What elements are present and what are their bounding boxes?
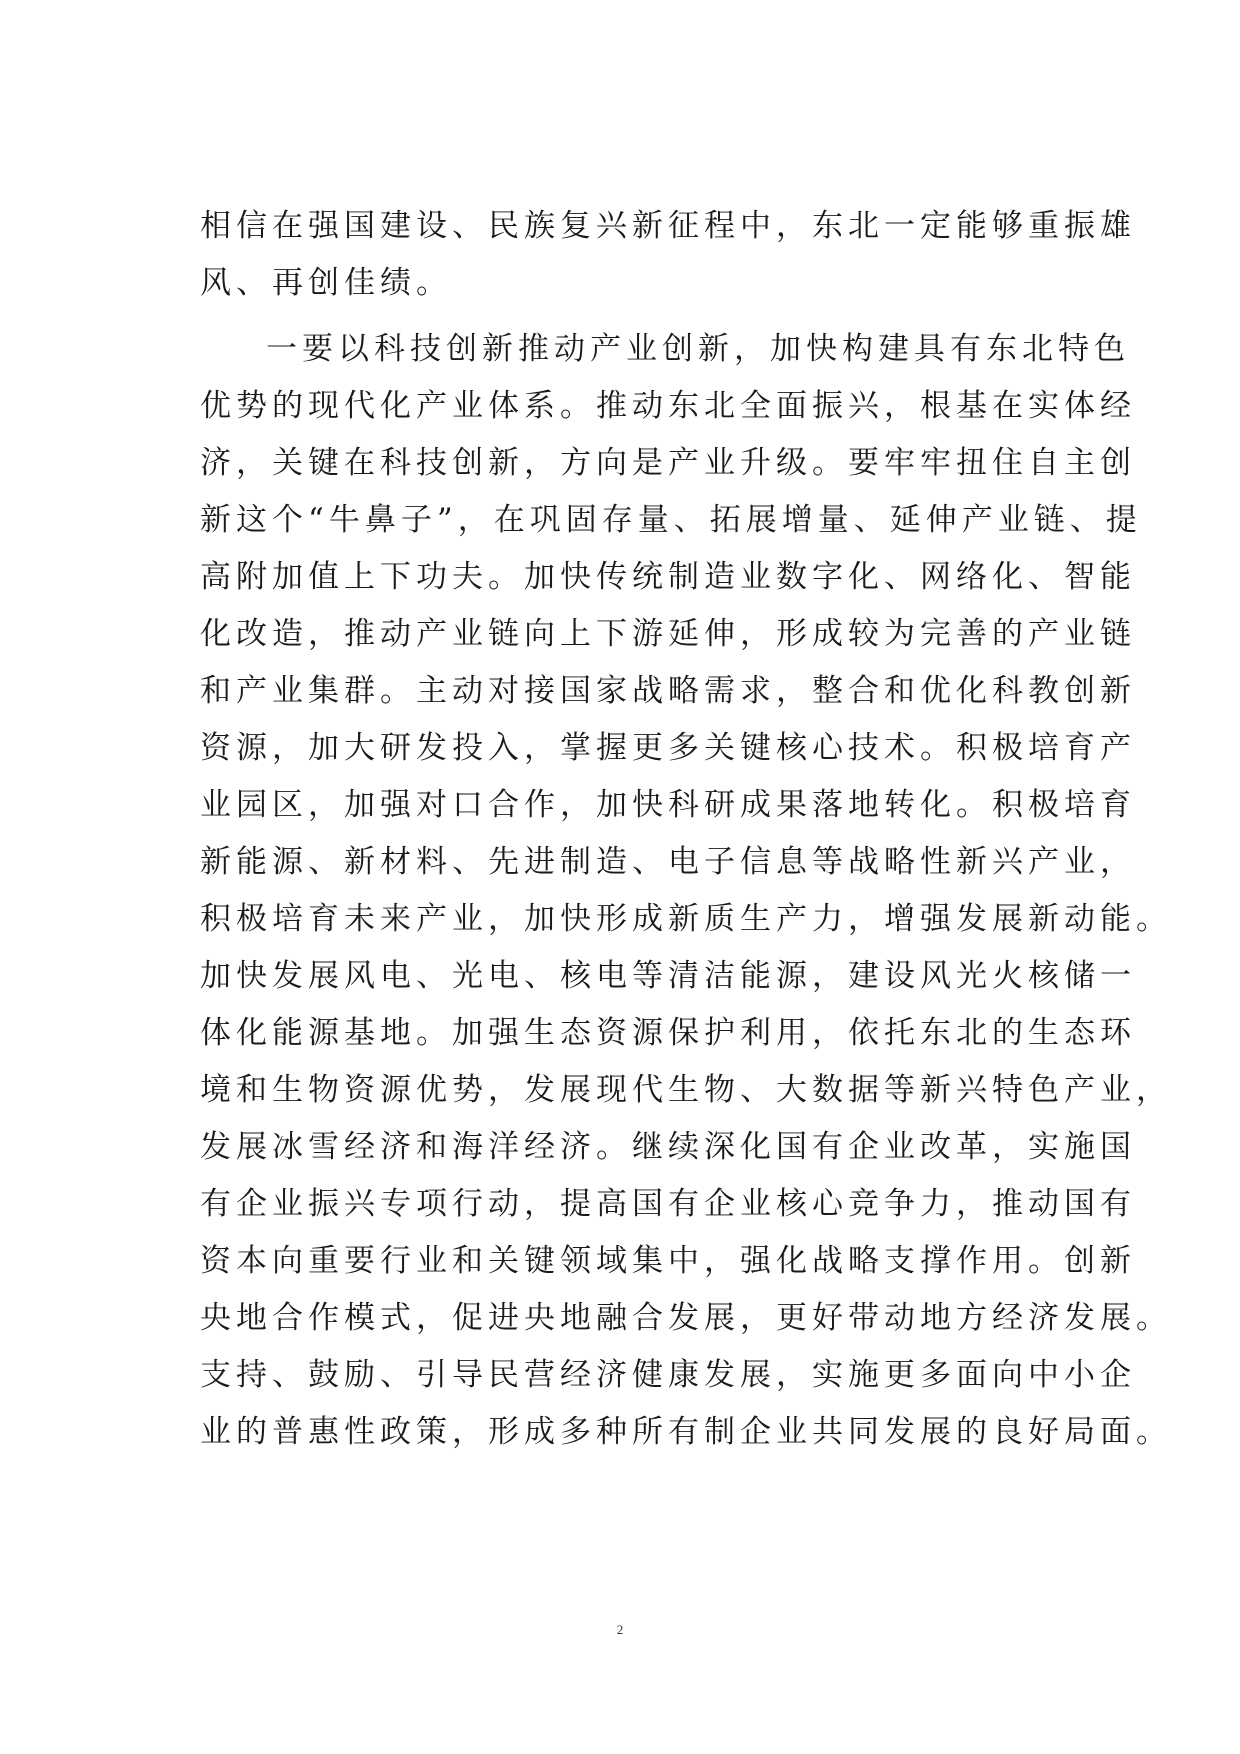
- paragraph-industry-innovation: [200, 321, 1172, 1461]
- text-line: 新能源、新材料、先进制造、电子信息等战略性新兴产业，: [200, 844, 1136, 880]
- text-line: 支持、鼓励、引导民营经济健康发展，实施更多面向中小企: [200, 1357, 1136, 1393]
- page-number: 2: [616, 1622, 624, 1637]
- text-line: 业园区，加强对口合作，加快科研成果落地转化。积极培育: [200, 787, 1136, 823]
- text-line: 化改造，推动产业链向上下游延伸，形成较为完善的产业链: [200, 616, 1136, 652]
- text-line: 积极培育未来产业，加快形成新质生产力，增强发展新动能。: [200, 901, 1172, 937]
- text-line: 相信在强国建设、民族复兴新征程中，东北一定能够重振雄: [200, 208, 1136, 244]
- text-line: 境和生物资源优势，发展现代生物、大数据等新兴特色产业，: [200, 1072, 1172, 1108]
- paragraph-continuation: [200, 198, 1136, 312]
- text-line: 业的普惠性政策，形成多种所有制企业共同发展的良好局面。: [200, 1414, 1172, 1450]
- body-text: [200, 198, 1172, 1461]
- text-line: 优势的现代化产业体系。推动东北全面振兴，根基在实体经: [200, 388, 1136, 424]
- text-line: 体化能源基地。加强生态资源保护利用，依托东北的生态环: [200, 1015, 1136, 1051]
- text-line: 有企业振兴专项行动，提高国有企业核心竞争力，推动国有: [200, 1186, 1136, 1222]
- text-line: 风、再创佳绩。: [200, 265, 452, 301]
- text-line: 济，关键在科技创新，方向是产业升级。要牢牢扭住自主创: [200, 445, 1136, 481]
- text-line: 加快发展风电、光电、核电等清洁能源，建设风光火核储一: [200, 958, 1136, 994]
- text-line: 资源，加大研发投入，掌握更多关键核心技术。积极培育产: [200, 730, 1136, 766]
- text-line: 央地合作模式，促进央地融合发展，更好带动地方经济发展。: [200, 1300, 1172, 1336]
- text-line: 和产业集群。主动对接国家战略需求，整合和优化科教创新: [200, 673, 1136, 709]
- text-line: 资本向重要行业和关键领域集中，强化战略支撑作用。创新: [200, 1243, 1136, 1279]
- text-line: 一要以科技创新推动产业创新，加快构建具有东北特色: [266, 331, 1130, 367]
- text-line: 高附加值上下功夫。加快传统制造业数字化、网络化、智能: [200, 559, 1136, 595]
- text-line: 发展冰雪经济和海洋经济。继续深化国有企业改革，实施国: [200, 1129, 1136, 1165]
- text-line: 新这个“牛鼻子”，在巩固存量、拓展增量、延伸产业链、提: [200, 502, 1142, 538]
